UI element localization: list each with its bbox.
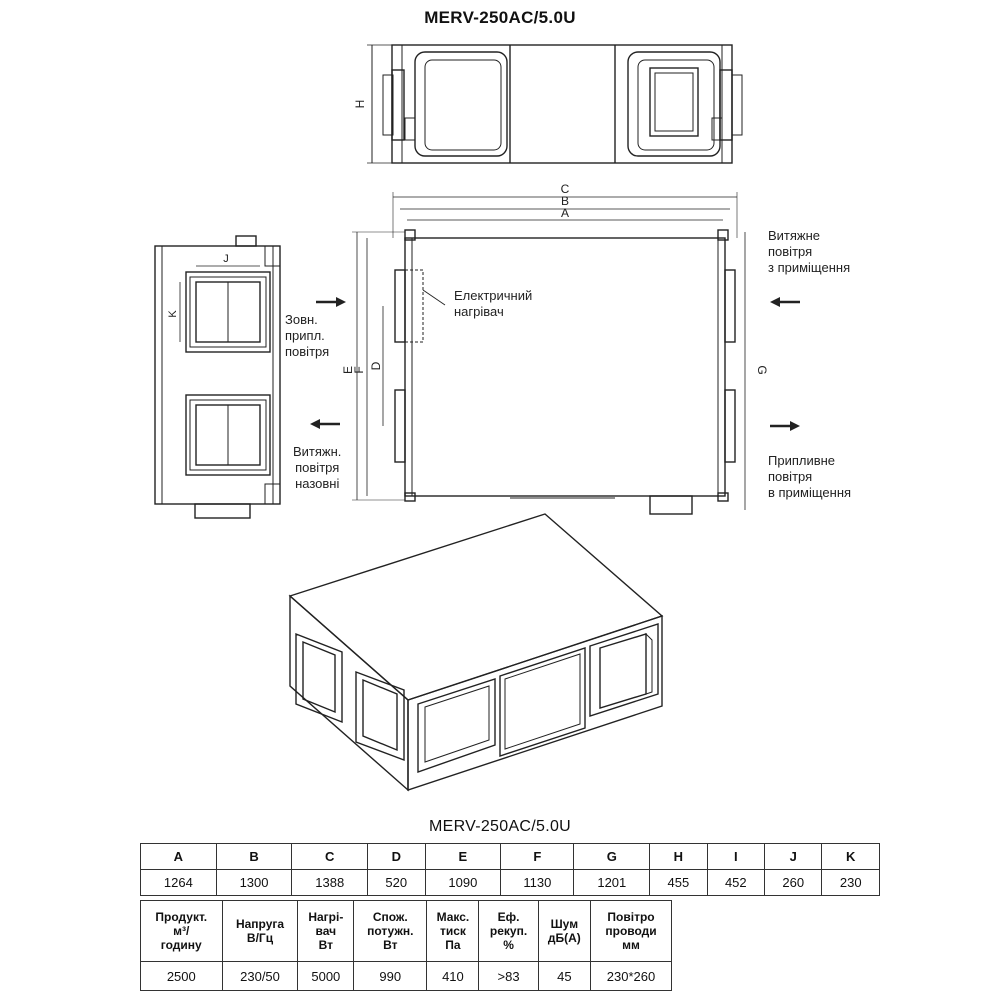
- spec-header-line: Напруга: [235, 917, 285, 931]
- dim-header: D: [368, 844, 425, 870]
- dim-value: 260: [765, 870, 822, 896]
- spec-header-line: рекуп.: [489, 924, 528, 938]
- dim-k: K: [167, 310, 179, 318]
- dim-header: E: [425, 844, 501, 870]
- spec-header-efficiency: [479, 901, 538, 962]
- dim-c: C: [560, 182, 570, 196]
- specs-table: [140, 900, 672, 991]
- label-line: Витяжн.: [293, 444, 342, 459]
- spec-header-pressure: [427, 901, 479, 962]
- spec-header-voltage: [222, 901, 298, 962]
- spec-header-line: Повітро: [607, 910, 655, 924]
- dim-value: 1090: [425, 870, 501, 896]
- spec-value: 410: [427, 962, 479, 991]
- dim-value: 1300: [216, 870, 292, 896]
- spec-header-line: Макс.: [436, 910, 470, 924]
- drawing-title: MERV-250AC/5.0U: [424, 8, 576, 27]
- dim-value: 452: [707, 870, 764, 896]
- spec-header-line: Шум: [550, 917, 579, 931]
- spec-header-noise: [538, 901, 590, 962]
- spec-header-line: потужн.: [367, 924, 414, 938]
- label-line: повітря: [768, 469, 813, 484]
- dim-value: 1388: [292, 870, 368, 896]
- isometric-view: [290, 514, 662, 790]
- spec-header-heater: [298, 901, 354, 962]
- dim-h: H: [353, 99, 367, 109]
- spec-header-line: дБ(А): [547, 931, 581, 945]
- dimensions-header-row: [141, 844, 880, 870]
- label-line: повітря: [768, 244, 813, 259]
- dim-value: 230: [822, 870, 880, 896]
- dim-value: 520: [368, 870, 425, 896]
- spec-header-line: Еф.: [497, 910, 520, 924]
- dim-header: I: [707, 844, 764, 870]
- spec-header-power: [354, 901, 427, 962]
- label-outdoor-supply: [285, 312, 329, 360]
- spec-header-line: Вт: [318, 938, 334, 952]
- plan-view: [352, 192, 745, 514]
- label-supply-to-room: [768, 453, 851, 501]
- label-line: в приміщення: [768, 485, 852, 500]
- specs-header-row: [141, 901, 672, 962]
- dim-f: F: [352, 366, 366, 374]
- front-elevation: [367, 45, 742, 163]
- label-line: повітря: [295, 460, 340, 475]
- dim-b: B: [560, 194, 570, 208]
- dim-header: J: [765, 844, 822, 870]
- spec-header-line: Спож.: [372, 910, 408, 924]
- label-line: Електричний: [454, 288, 533, 303]
- dim-header: K: [822, 844, 880, 870]
- spec-header-line: проводи: [605, 924, 657, 938]
- spec-value: 45: [538, 962, 590, 991]
- table-title: MERV-250AC/5.0U: [428, 818, 572, 835]
- spec-value: 990: [354, 962, 427, 991]
- spec-header-line: Вт: [383, 938, 398, 952]
- label-line: Зовн.: [285, 312, 318, 327]
- label-line: повітря: [285, 344, 330, 359]
- spec-value: 2500: [141, 962, 223, 991]
- spec-header-line: В/Гц: [246, 931, 274, 945]
- spec-header-duct: [591, 901, 672, 962]
- label-line: Витяжне: [768, 228, 821, 243]
- dim-header: F: [501, 844, 574, 870]
- dim-header: A: [141, 844, 217, 870]
- dim-d: D: [369, 361, 383, 371]
- spec-header-line: мм: [622, 938, 640, 952]
- dim-header: C: [292, 844, 368, 870]
- dimensions-value-row: [141, 870, 880, 896]
- spec-header-line: м³/: [173, 924, 190, 938]
- dim-value: 1201: [574, 870, 650, 896]
- spec-header-line: вач: [315, 924, 337, 938]
- dim-header: H: [650, 844, 707, 870]
- specs-value-row: [141, 962, 672, 991]
- label-exhaust-from-room: [768, 228, 850, 276]
- dim-header: G: [574, 844, 650, 870]
- label-exhaust-outside: [293, 444, 341, 492]
- airflow-arrows: [310, 297, 800, 431]
- side-view: [155, 236, 280, 518]
- dim-g: G: [755, 365, 769, 375]
- spec-header-line: Нагрі-: [308, 910, 344, 924]
- label-line: нагрівач: [454, 304, 504, 319]
- dimensions-table: [140, 843, 880, 896]
- dim-value: 455: [650, 870, 707, 896]
- dim-j: J: [223, 253, 229, 265]
- dim-e: E: [341, 365, 355, 375]
- dim-header: B: [216, 844, 292, 870]
- spec-value: 230/50: [222, 962, 298, 991]
- label-line: назовні: [295, 476, 340, 491]
- label-line: Припливне: [768, 453, 836, 468]
- spec-header-line: %: [503, 938, 514, 952]
- dim-a: A: [560, 206, 570, 220]
- label-electric-heater: [454, 288, 532, 320]
- dim-value: 1264: [141, 870, 217, 896]
- dim-value: 1130: [501, 870, 574, 896]
- spec-header-line: годину: [160, 938, 202, 952]
- spec-header-capacity: [141, 901, 223, 962]
- label-line: припл.: [285, 328, 325, 343]
- spec-value: 230*260: [591, 962, 672, 991]
- spec-value: >83: [479, 962, 538, 991]
- spec-header-line: тиск: [439, 924, 466, 938]
- spec-value: 5000: [298, 962, 354, 991]
- spec-header-line: Па: [445, 938, 461, 952]
- label-line: з приміщення: [768, 260, 851, 275]
- spec-header-line: Продукт.: [155, 910, 208, 924]
